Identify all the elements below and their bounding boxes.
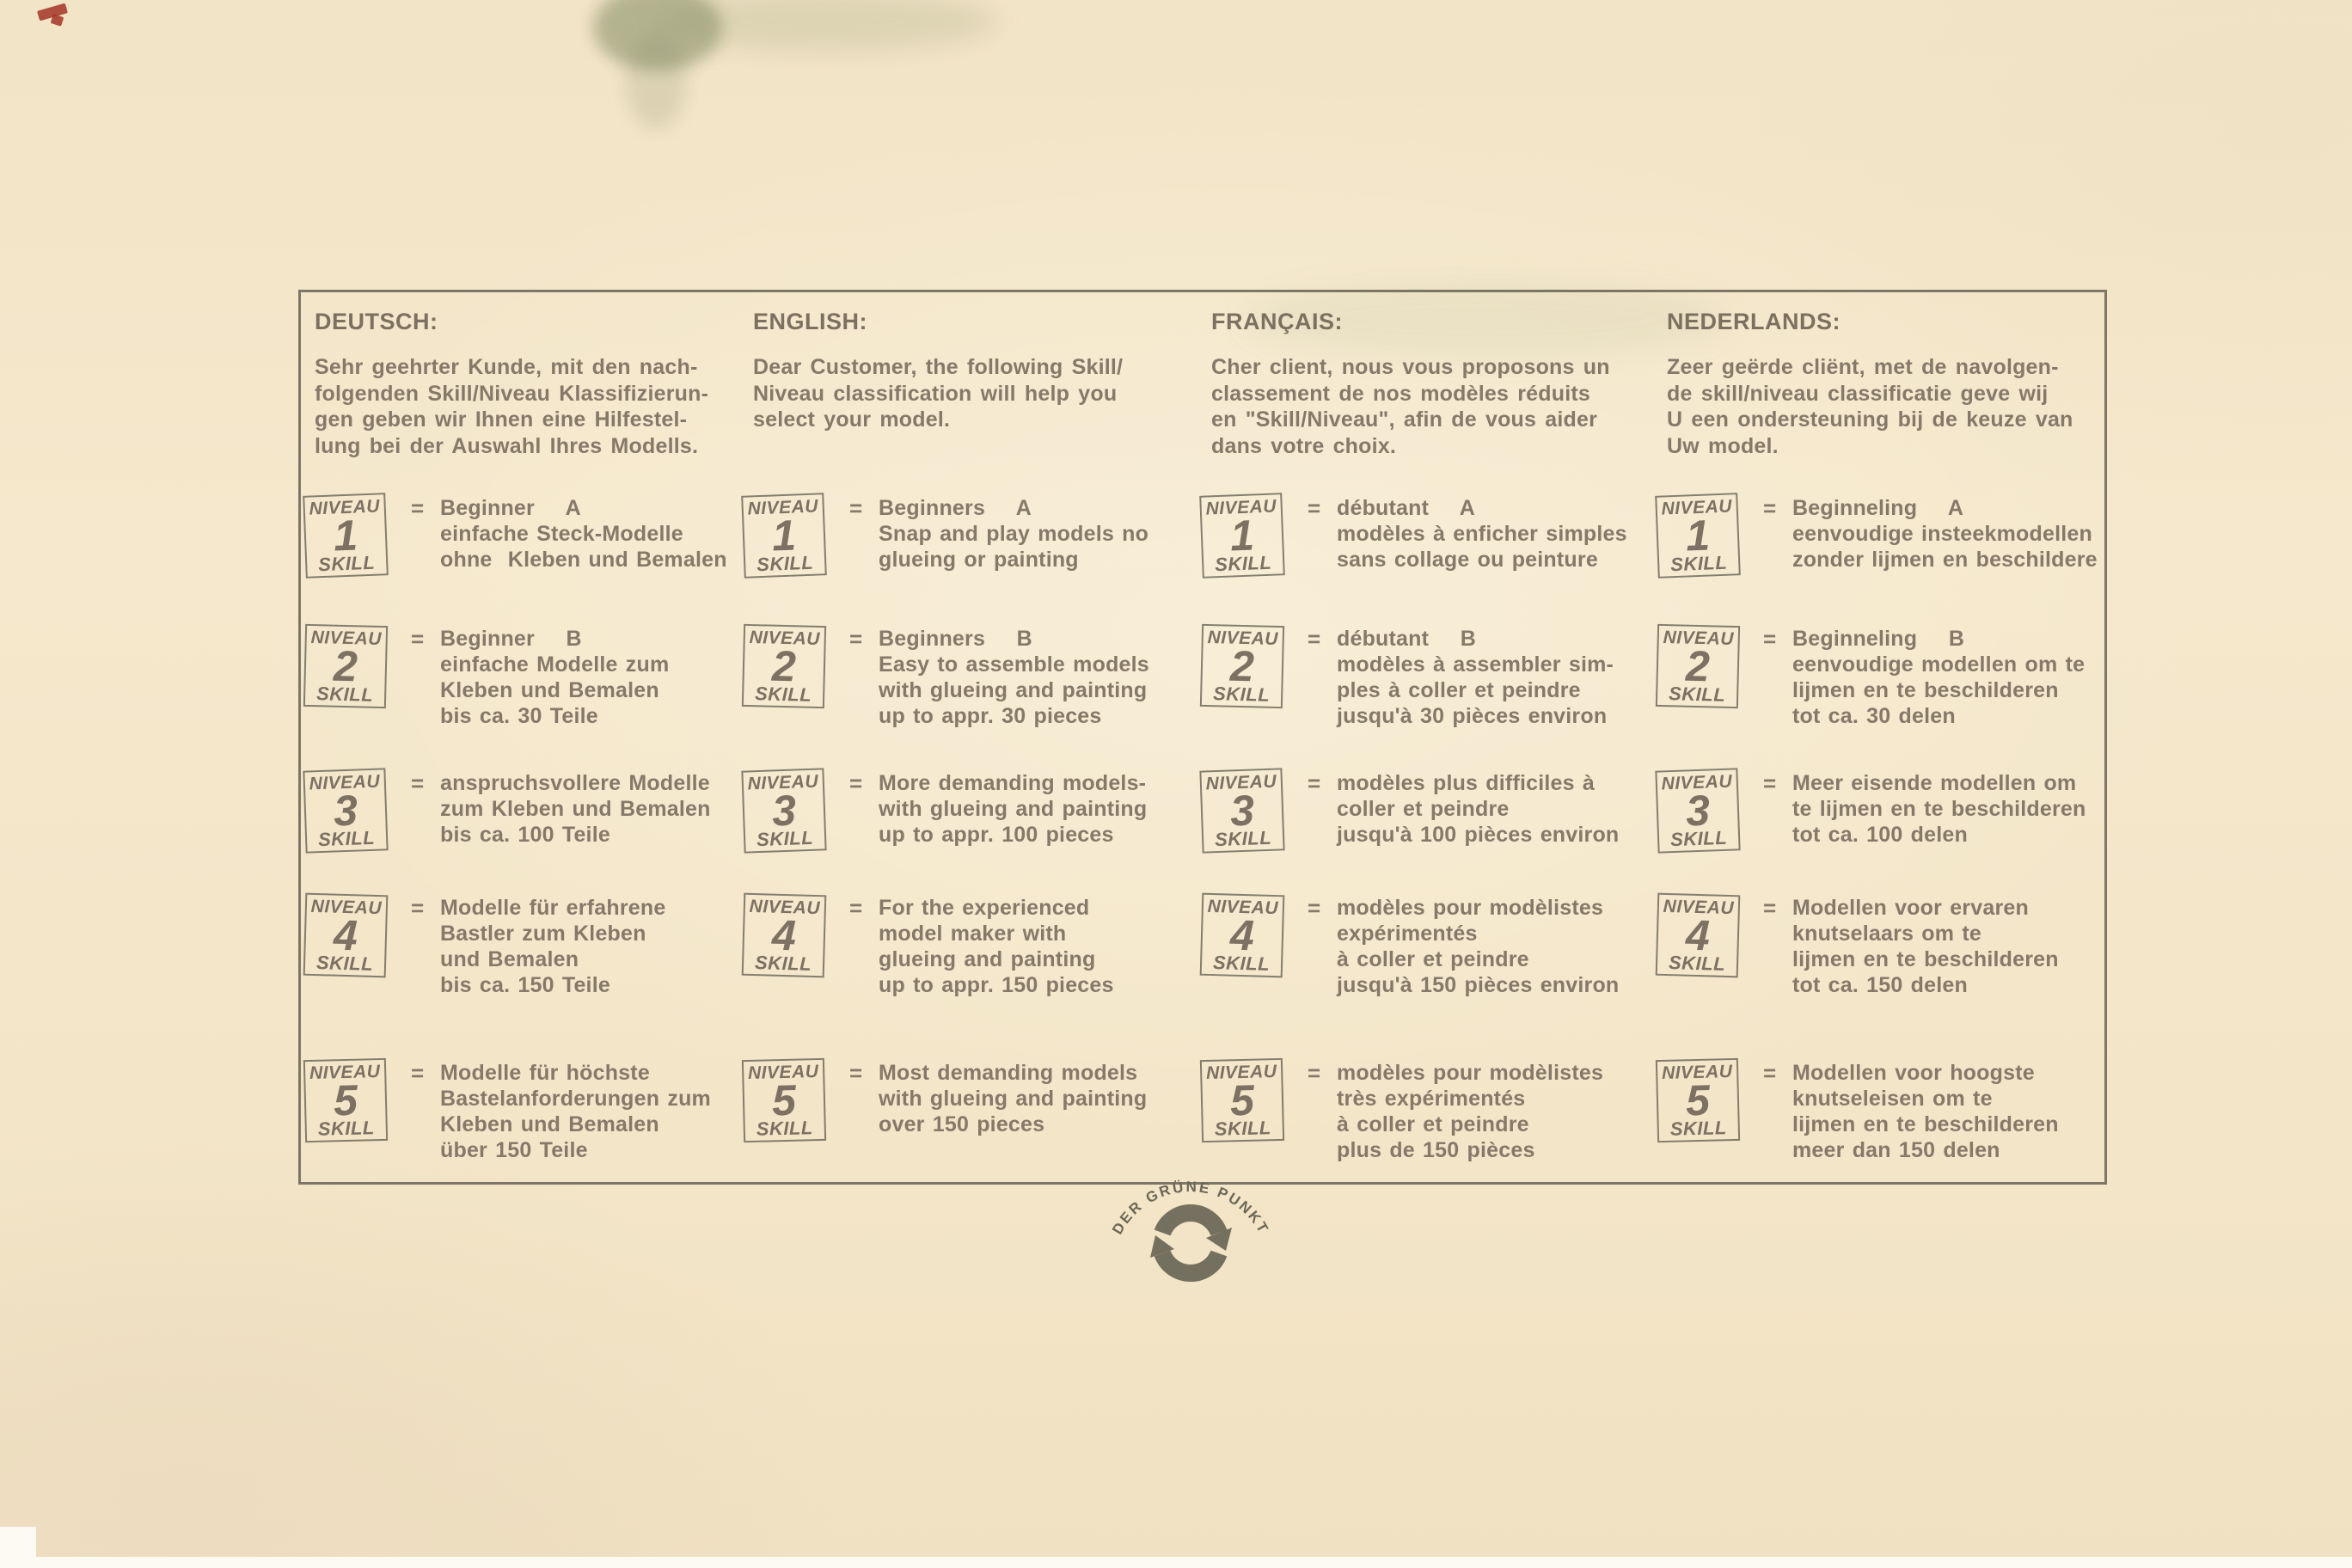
equals-sign: = xyxy=(849,1060,863,1086)
description-line: eenvoudige insteekmodellen xyxy=(1792,522,2092,546)
level-description xyxy=(879,1059,1147,1137)
level-description xyxy=(440,625,669,729)
description-line: modèles pour modèlistes xyxy=(1337,896,1604,920)
skill-badge-wrap xyxy=(304,894,411,977)
description-line: expérimentés xyxy=(1337,922,1478,946)
skill-badge-wrap xyxy=(1657,494,1763,577)
description-line: up to appr. 30 pieces xyxy=(879,704,1102,728)
skill-badge-wrap xyxy=(1657,625,1763,707)
badge-number: 4 xyxy=(771,910,797,959)
badge-niveau-label: NIVEAU xyxy=(1205,771,1277,793)
badge-skill-label: SKILL xyxy=(756,1116,814,1140)
classification-panel xyxy=(298,290,2107,1185)
badge-niveau-label: NIVEAU xyxy=(1661,495,1733,519)
skill-badge-wrap xyxy=(1201,494,1308,577)
skill-badge xyxy=(1655,768,1740,853)
skill-badge-wrap xyxy=(304,769,411,852)
skill-level-row xyxy=(1201,494,1627,577)
skill-level-row xyxy=(743,494,1148,577)
equals-sign: = xyxy=(411,495,425,521)
badge-niveau-label: NIVEAU xyxy=(747,495,819,519)
skill-badge xyxy=(742,1058,826,1142)
skill-level-row xyxy=(304,769,711,852)
description-line: Beginneling A xyxy=(1792,496,1964,520)
skill-badge xyxy=(303,893,389,978)
description-line: à coller et peindre xyxy=(1337,947,1529,971)
description-line: zum Kleben und Bemalen xyxy=(440,797,711,821)
skill-level-row xyxy=(1657,769,2086,852)
badge-skill-label: SKILL xyxy=(317,1116,376,1140)
description-line: over 150 pieces xyxy=(879,1112,1045,1136)
intro-paragraph xyxy=(1211,354,1667,459)
badge-niveau-label: NIVEAU xyxy=(309,771,381,793)
badge-number: 3 xyxy=(333,786,358,835)
skill-badge-wrap xyxy=(304,494,411,577)
skill-badge xyxy=(742,624,826,708)
intro-paragraph xyxy=(1667,354,2104,459)
level-description xyxy=(1337,894,1619,998)
skill-badge-wrap xyxy=(743,494,849,577)
description-line: modèles à enficher simples xyxy=(1337,522,1627,546)
equals-sign: = xyxy=(849,626,863,652)
description-line: glueing and painting xyxy=(879,947,1096,971)
skill-badge-wrap xyxy=(743,769,849,852)
intro-line: Sehr geehrter Kunde, mit den nach- xyxy=(315,355,698,379)
badge-skill-label: SKILL xyxy=(1214,1116,1272,1140)
badge-niveau-label: NIVEAU xyxy=(1663,896,1735,918)
equals-sign: = xyxy=(1308,895,1321,921)
badge-skill-label: SKILL xyxy=(1669,826,1728,850)
description-line: einfache Modelle zum xyxy=(440,652,670,677)
skill-badge-wrap xyxy=(1657,1059,1763,1142)
intro-line: gen geben wir Ihnen eine Hilfestel- xyxy=(315,407,688,432)
badge-skill-label: SKILL xyxy=(317,826,376,850)
description-line: knutselaars om te xyxy=(1792,922,1981,946)
column-nederlands xyxy=(1661,308,2104,1182)
skill-badge xyxy=(1656,1058,1740,1142)
description-line: bis ca. 100 Teile xyxy=(440,823,610,847)
description-line: très expérimentés xyxy=(1337,1087,1526,1111)
level-description xyxy=(440,1059,711,1163)
intro-paragraph xyxy=(315,354,753,459)
description-line: knutseleisen om te xyxy=(1792,1087,1993,1111)
skill-badge-wrap xyxy=(304,625,411,707)
level-description xyxy=(440,894,665,998)
skill-badge-wrap xyxy=(1201,769,1308,852)
intro-line: select your model. xyxy=(753,407,951,432)
skill-badge xyxy=(303,768,388,853)
description-line: anspruchsvollere Modelle xyxy=(440,771,710,795)
equals-sign: = xyxy=(849,495,863,521)
badge-niveau-label: NIVEAU xyxy=(1207,627,1279,649)
description-line: débutant A xyxy=(1337,496,1476,520)
description-line: eenvoudige modellen om te xyxy=(1792,652,2086,677)
equals-sign: = xyxy=(1308,626,1321,652)
green-dot-logo xyxy=(1106,1166,1275,1320)
badge-niveau-label: NIVEAU xyxy=(1205,1061,1277,1083)
equals-sign: = xyxy=(1763,1060,1777,1086)
intro-line: Cher client, nous vous proposons un xyxy=(1211,355,1610,379)
green-dot-arc-text: DER GRÜNE PUNKT xyxy=(1109,1179,1272,1238)
scan-edge-corner xyxy=(0,1527,36,1568)
badge-number: 4 xyxy=(333,910,358,959)
description-line: Bastelanforderungen zum xyxy=(440,1087,711,1111)
skill-badge-wrap xyxy=(743,1059,849,1142)
intro-line: en "Skill/Niveau", afin de vous aider xyxy=(1211,407,1598,432)
skill-badge xyxy=(1199,768,1284,853)
skill-badge-wrap xyxy=(743,894,849,977)
description-line: ohne Kleben und Bemalen xyxy=(440,548,727,572)
skill-badge xyxy=(741,768,826,853)
badge-niveau-label: NIVEAU xyxy=(309,495,381,519)
badge-niveau-label: NIVEAU xyxy=(310,627,383,649)
badge-number: 3 xyxy=(1685,786,1711,835)
badge-number: 4 xyxy=(1229,910,1255,959)
description-line: Kleben und Bemalen xyxy=(440,1112,659,1136)
level-description xyxy=(1337,494,1627,573)
description-line: lijmen en te beschilderen xyxy=(1792,1112,2059,1136)
intro-line: classement de nos modèles réduits xyxy=(1211,381,1590,406)
level-description xyxy=(1337,1059,1603,1163)
description-line: bis ca. 30 Teile xyxy=(440,704,598,728)
skill-badge xyxy=(1199,493,1285,579)
badge-number: 2 xyxy=(1685,641,1711,690)
description-line: Most demanding models xyxy=(879,1061,1138,1085)
badge-skill-label: SKILL xyxy=(1668,682,1726,706)
skill-badge-wrap xyxy=(743,625,849,707)
equals-sign: = xyxy=(849,770,863,796)
intro-line: lung bei der Auswahl Ihres Modells. xyxy=(315,433,699,458)
badge-niveau-label: NIVEAU xyxy=(1661,771,1733,793)
intro-paragraph xyxy=(753,354,1211,433)
equals-sign: = xyxy=(1763,495,1777,521)
description-line: Easy to assemble models xyxy=(879,652,1149,677)
skill-level-row xyxy=(1201,894,1619,998)
intro-line: Zeer geërde cliënt, met de navolgen- xyxy=(1667,355,2059,379)
badge-number: 1 xyxy=(1229,510,1255,560)
description-line: Modellen voor hoogste xyxy=(1792,1061,2035,1085)
badge-number: 5 xyxy=(333,1075,358,1124)
language-header: NEDERLANDS: xyxy=(1667,309,1841,334)
skill-level-row xyxy=(743,1059,1147,1142)
badge-number: 1 xyxy=(333,510,358,560)
badge-skill-label: SKILL xyxy=(317,551,376,575)
description-line: tot ca. 100 delen xyxy=(1792,823,1968,847)
description-line: Modellen voor ervaren xyxy=(1792,896,2029,920)
description-line: with glueing and painting xyxy=(879,1087,1148,1111)
language-header: ENGLISH: xyxy=(753,309,868,334)
badge-skill-label: SKILL xyxy=(754,682,812,706)
description-line: zonder lijmen en beschildere xyxy=(1792,548,2098,572)
badge-niveau-label: NIVEAU xyxy=(1205,495,1277,519)
badge-skill-label: SKILL xyxy=(1669,1116,1728,1140)
level-description xyxy=(1337,625,1614,729)
skill-badge xyxy=(741,493,827,579)
description-line: lijmen en te beschilderen xyxy=(1792,947,2059,971)
badge-number: 2 xyxy=(1229,641,1255,690)
language-header: DEUTSCH: xyxy=(315,309,438,334)
skill-badge xyxy=(1655,493,1741,579)
badge-niveau-label: NIVEAU xyxy=(1663,627,1735,649)
equals-sign: = xyxy=(1763,895,1777,921)
level-description xyxy=(1792,625,2085,729)
skill-level-row xyxy=(1201,1059,1603,1163)
intro-line: U een ondersteuning bij de keuze van xyxy=(1667,407,2073,432)
skill-badge xyxy=(1656,893,1741,978)
description-line: tot ca. 150 delen xyxy=(1792,973,1968,997)
level-description xyxy=(879,894,1114,998)
skill-level-row xyxy=(1657,625,2085,729)
badge-number: 1 xyxy=(1685,510,1711,560)
skill-badge xyxy=(303,493,389,579)
skill-level-row xyxy=(743,625,1149,729)
green-smudge xyxy=(653,0,997,52)
description-line: über 150 Teile xyxy=(440,1138,588,1162)
badge-skill-label: SKILL xyxy=(1212,682,1271,706)
intro-line: Niveau classification will help you xyxy=(753,381,1118,406)
skill-level-row xyxy=(304,494,727,577)
description-line: Bastler zum Kleben xyxy=(440,922,646,946)
description-line: modèles pour modèlistes xyxy=(1337,1061,1604,1085)
language-header: FRANÇAIS: xyxy=(1211,309,1343,334)
intro-line: de skill/niveau classificatie geve wij xyxy=(1667,381,2049,406)
description-line: model maker with xyxy=(879,922,1067,946)
red-ink-mark xyxy=(51,14,64,26)
level-description xyxy=(440,769,711,848)
skill-badge xyxy=(1200,624,1284,708)
description-line: up to appr. 100 pieces xyxy=(879,823,1114,847)
intro-line: Uw model. xyxy=(1667,433,1779,458)
level-description xyxy=(1792,769,2086,848)
equals-sign: = xyxy=(1763,770,1777,796)
description-line: coller et peindre xyxy=(1337,797,1510,821)
skill-badge-wrap xyxy=(1657,894,1763,977)
skill-badge-wrap xyxy=(1201,894,1308,977)
skill-level-row xyxy=(743,769,1147,852)
badge-number: 5 xyxy=(1685,1075,1711,1124)
equals-sign: = xyxy=(849,895,863,921)
skill-badge-wrap xyxy=(1657,769,1763,852)
level-description xyxy=(1792,494,2098,573)
description-line: Beginners A xyxy=(879,496,1032,520)
badge-skill-label: SKILL xyxy=(754,951,812,975)
column-deutsch xyxy=(309,308,753,1182)
intro-line: dans votre choix. xyxy=(1211,433,1397,458)
description-line: Beginner A xyxy=(440,496,581,520)
level-description xyxy=(879,625,1149,729)
badge-niveau-label: NIVEAU xyxy=(749,627,821,649)
level-description xyxy=(1792,894,2059,998)
skill-level-row xyxy=(304,894,665,998)
description-line: jusqu'à 150 pièces environ xyxy=(1337,973,1620,997)
skill-badge xyxy=(1200,893,1285,978)
description-line: with glueing and painting xyxy=(879,797,1148,821)
badge-skill-label: SKILL xyxy=(1668,951,1726,975)
badge-number: 4 xyxy=(1685,910,1711,959)
badge-skill-label: SKILL xyxy=(315,951,374,975)
description-line: Beginneling B xyxy=(1792,627,1965,651)
equals-sign: = xyxy=(411,626,425,652)
equals-sign: = xyxy=(1308,1060,1321,1086)
badge-number: 3 xyxy=(1229,786,1255,835)
description-line: modèles plus difficiles à xyxy=(1337,771,1595,795)
skill-level-row xyxy=(304,1059,711,1163)
description-line: bis ca. 150 Teile xyxy=(440,973,610,997)
description-line: For the experienced xyxy=(879,896,1090,920)
green-smudge xyxy=(593,0,722,70)
description-line: tot ca. 30 delen xyxy=(1792,704,1956,728)
equals-sign: = xyxy=(411,895,425,921)
badge-skill-label: SKILL xyxy=(1214,551,1272,575)
skill-badge-wrap xyxy=(1201,625,1308,707)
description-line: plus de 150 pièces xyxy=(1337,1138,1535,1162)
description-line: einfache Steck-Modelle xyxy=(440,522,683,546)
badge-niveau-label: NIVEAU xyxy=(747,1061,819,1083)
description-line: Beginner B xyxy=(440,627,582,651)
recycling-arrows-icon xyxy=(1106,1166,1275,1320)
badge-number: 5 xyxy=(1229,1075,1255,1124)
level-description xyxy=(1337,769,1619,848)
badge-niveau-label: NIVEAU xyxy=(1661,1061,1733,1083)
column-francais xyxy=(1205,308,1667,1182)
level-description xyxy=(1792,1059,2059,1163)
equals-sign: = xyxy=(1308,495,1321,521)
description-line: und Bemalen xyxy=(440,947,579,971)
description-line: Kleben und Bemalen xyxy=(440,678,659,702)
description-line: te lijmen en te beschilderen xyxy=(1792,797,2086,821)
level-description xyxy=(440,494,727,573)
skill-level-row xyxy=(1201,769,1619,852)
skill-badge-wrap xyxy=(304,1059,411,1142)
description-line: Modelle für höchste xyxy=(440,1061,650,1085)
badge-number: 2 xyxy=(333,641,358,690)
description-line: lijmen en te beschilderen xyxy=(1792,678,2059,702)
badge-skill-label: SKILL xyxy=(1214,826,1272,850)
skill-level-row xyxy=(1201,625,1614,729)
badge-number: 5 xyxy=(771,1075,797,1124)
badge-skill-label: SKILL xyxy=(1669,551,1728,575)
badge-number: 3 xyxy=(771,786,797,835)
description-line: Modelle für erfahrene xyxy=(440,896,666,920)
badge-niveau-label: NIVEAU xyxy=(310,896,383,918)
description-line: Meer eisende modellen om xyxy=(1792,771,2077,795)
skill-level-row xyxy=(304,625,669,729)
description-line: sans collage ou peinture xyxy=(1337,548,1598,572)
badge-niveau-label: NIVEAU xyxy=(749,896,821,918)
description-line: ples à coller et peindre xyxy=(1337,678,1581,702)
description-line: glueing or painting xyxy=(879,548,1079,572)
badge-skill-label: SKILL xyxy=(756,826,814,850)
level-description xyxy=(879,494,1148,573)
green-smudge xyxy=(626,34,686,129)
badge-number: 1 xyxy=(771,510,797,560)
description-line: jusqu'à 30 pièces environ xyxy=(1337,704,1608,728)
description-line: débutant B xyxy=(1337,627,1476,651)
equals-sign: = xyxy=(1763,626,1777,652)
skill-level-row xyxy=(1657,1059,2059,1163)
badge-number: 2 xyxy=(771,641,797,690)
skill-badge xyxy=(303,624,388,708)
equals-sign: = xyxy=(1308,770,1321,796)
description-line: meer dan 150 delen xyxy=(1792,1138,2000,1162)
description-line: More demanding models- xyxy=(879,771,1147,795)
description-line: Snap and play models no xyxy=(879,522,1149,546)
description-line: with glueing and painting xyxy=(879,678,1148,702)
skill-level-row xyxy=(743,894,1114,998)
skill-badge xyxy=(303,1058,388,1142)
skill-badge xyxy=(1200,1058,1284,1142)
badge-skill-label: SKILL xyxy=(315,682,374,706)
skill-badge xyxy=(1656,624,1740,708)
skill-level-row xyxy=(1657,894,2059,998)
badge-niveau-label: NIVEAU xyxy=(309,1061,381,1083)
equals-sign: = xyxy=(411,1060,425,1086)
intro-line: Dear Customer, the following Skill/ xyxy=(753,355,1124,379)
description-line: modèles à assembler sim- xyxy=(1337,652,1614,677)
description-line: up to appr. 150 pieces xyxy=(879,973,1114,997)
badge-niveau-label: NIVEAU xyxy=(1207,896,1279,918)
description-line: jusqu'à 100 pièces environ xyxy=(1337,823,1620,847)
scan-edge-bottom xyxy=(0,1557,2352,1568)
badge-niveau-label: NIVEAU xyxy=(747,771,819,793)
intro-line: folgenden Skill/Niveau Klassifizierun- xyxy=(315,381,709,406)
skill-level-row xyxy=(1657,494,2098,577)
skill-badge-wrap xyxy=(1201,1059,1308,1142)
description-line: Beginners B xyxy=(879,627,1032,651)
description-line: à coller et peindre xyxy=(1337,1112,1529,1136)
skill-badge xyxy=(742,893,827,978)
badge-skill-label: SKILL xyxy=(1212,951,1271,975)
badge-skill-label: SKILL xyxy=(756,551,814,575)
column-english xyxy=(747,308,1211,1182)
level-description xyxy=(879,769,1147,848)
equals-sign: = xyxy=(411,770,425,796)
